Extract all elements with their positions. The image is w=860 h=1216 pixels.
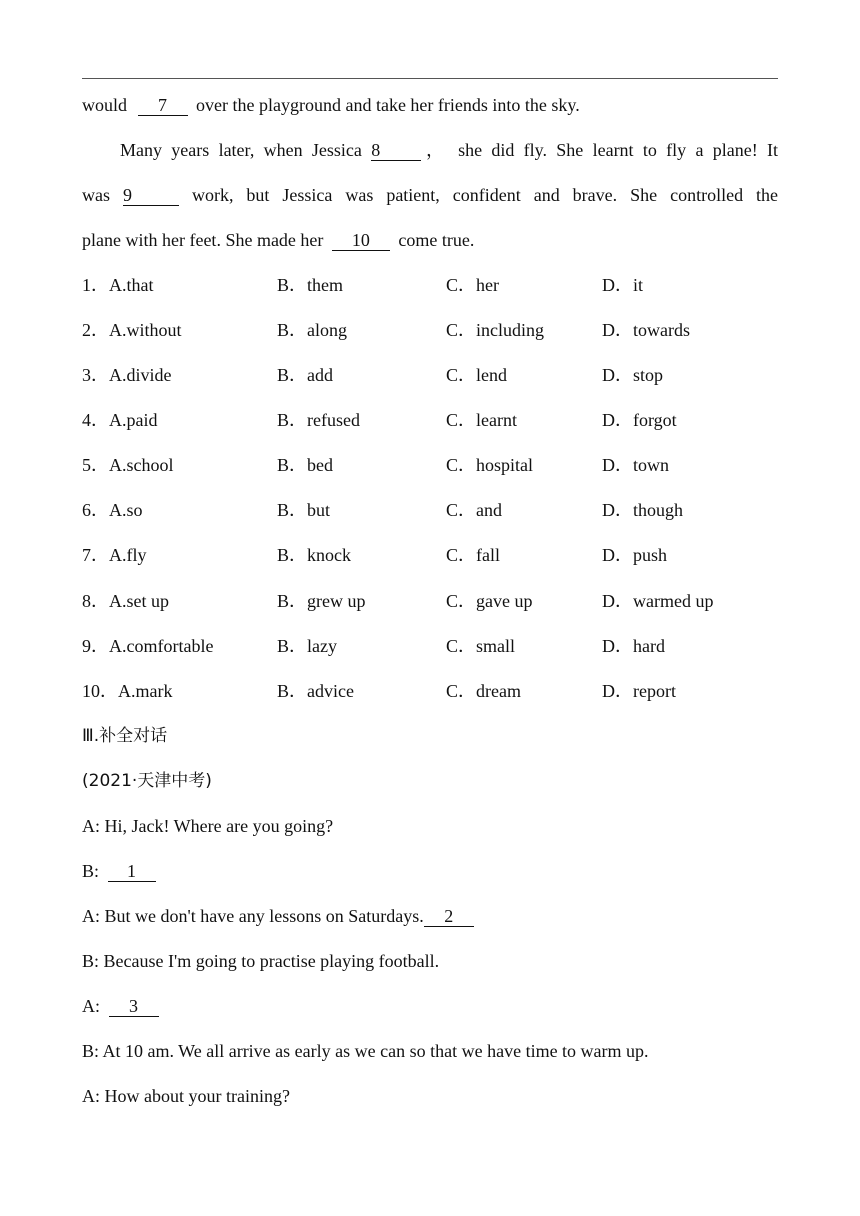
option-c: C．hospital — [446, 455, 534, 475]
passage-text: was — [82, 185, 110, 205]
option-b: B．advice — [277, 681, 354, 701]
option-c: C．her — [446, 275, 499, 295]
option-b: B．add — [277, 365, 333, 385]
speaker-label: A: — [82, 996, 100, 1016]
option-b: B．grew up — [277, 591, 366, 611]
option-a: 4．A.paid — [82, 410, 158, 430]
dialogue-line-4: B: Because I'm going to practise playing football. — [82, 951, 440, 971]
passage-text: come true. — [398, 230, 475, 250]
option-b: B．refused — [277, 410, 360, 430]
option-a: 3．A.divide — [82, 365, 172, 385]
option-a: 2．A.without — [82, 320, 182, 340]
option-a: 7．A.fly — [82, 545, 147, 565]
passage-text: over the playground and take her friends into the sky. — [196, 95, 580, 115]
blank-7: 7 — [138, 95, 188, 116]
passage-text: she did fly. She learnt to fly a plane! It — [458, 140, 778, 160]
passage-text: would — [82, 95, 127, 115]
passage-line-1 — [82, 93, 778, 117]
passage-line-4 — [82, 228, 778, 252]
passage-line-2 — [120, 138, 778, 162]
section-source: (2021·天津中考) — [82, 771, 212, 791]
option-d: D．hard — [602, 636, 665, 656]
dialogue-line-2 — [82, 859, 778, 883]
option-d: D．warmed up — [602, 591, 714, 611]
option-c: C．including — [446, 320, 544, 340]
option-d: D．report — [602, 681, 676, 701]
option-d: D．towards — [602, 320, 690, 340]
dialogue-blank-1: 1 — [108, 861, 156, 882]
option-a: 1．A.that — [82, 275, 154, 295]
dialogue-blank-3: 3 — [109, 996, 159, 1017]
option-b: B．bed — [277, 455, 333, 475]
option-b: B．lazy — [277, 636, 337, 656]
option-d: D．push — [602, 545, 668, 565]
option-c: C．dream — [446, 681, 521, 701]
option-c: C．lend — [446, 365, 507, 385]
option-c: C．and — [446, 500, 502, 520]
option-d: D．forgot — [602, 410, 677, 430]
passage-text: ， — [421, 140, 449, 160]
dialogue-line-6: B: At 10 am. We all arrive as early as we can so that we have time to warm up. — [82, 1041, 649, 1061]
dialogue-line-5 — [82, 994, 778, 1018]
option-c: C．fall — [446, 545, 500, 565]
option-d: D．stop — [602, 365, 664, 385]
dialogue-line-7: A: How about your training? — [82, 1086, 290, 1106]
passage-text: work, but Jessica was patient, confident and brave. She controlled the — [191, 185, 779, 205]
speaker-label: B: — [82, 861, 100, 881]
option-c: C．small — [446, 636, 516, 656]
option-a: 8．A.set up — [82, 591, 169, 611]
blank-8: 8 — [371, 140, 421, 161]
section-heading: Ⅲ.补全对话 — [82, 726, 168, 746]
blank-10: 10 — [332, 230, 390, 251]
option-b: B．knock — [277, 545, 351, 565]
option-b: B．them — [277, 275, 343, 295]
passage-text: Many years later, when Jessica — [120, 140, 362, 160]
header-rule — [82, 78, 778, 79]
option-c: C．gave up — [446, 591, 533, 611]
option-a: 6．A.so — [82, 500, 143, 520]
passage-line-3 — [82, 183, 778, 207]
option-c: C．learnt — [446, 410, 517, 430]
option-a: 10．A.mark — [82, 681, 173, 701]
option-a: 9．A.comfortable — [82, 636, 214, 656]
option-b: B．along — [277, 320, 347, 340]
dialogue-blank-2: 2 — [424, 906, 474, 927]
passage-text: plane with her feet. She made her — [82, 230, 324, 250]
option-d: D．though — [602, 500, 683, 520]
dialogue-line-1: A: Hi, Jack! Where are you going? — [82, 816, 334, 836]
dialogue-text: A: But we don't have any lessons on Saturdays. — [82, 906, 424, 926]
option-a: 5．A.school — [82, 455, 174, 475]
option-d: D．town — [602, 455, 669, 475]
option-d: D．it — [602, 275, 644, 295]
option-b: B．but — [277, 500, 331, 520]
dialogue-line-3 — [82, 904, 778, 928]
blank-9: 9 — [123, 185, 179, 206]
